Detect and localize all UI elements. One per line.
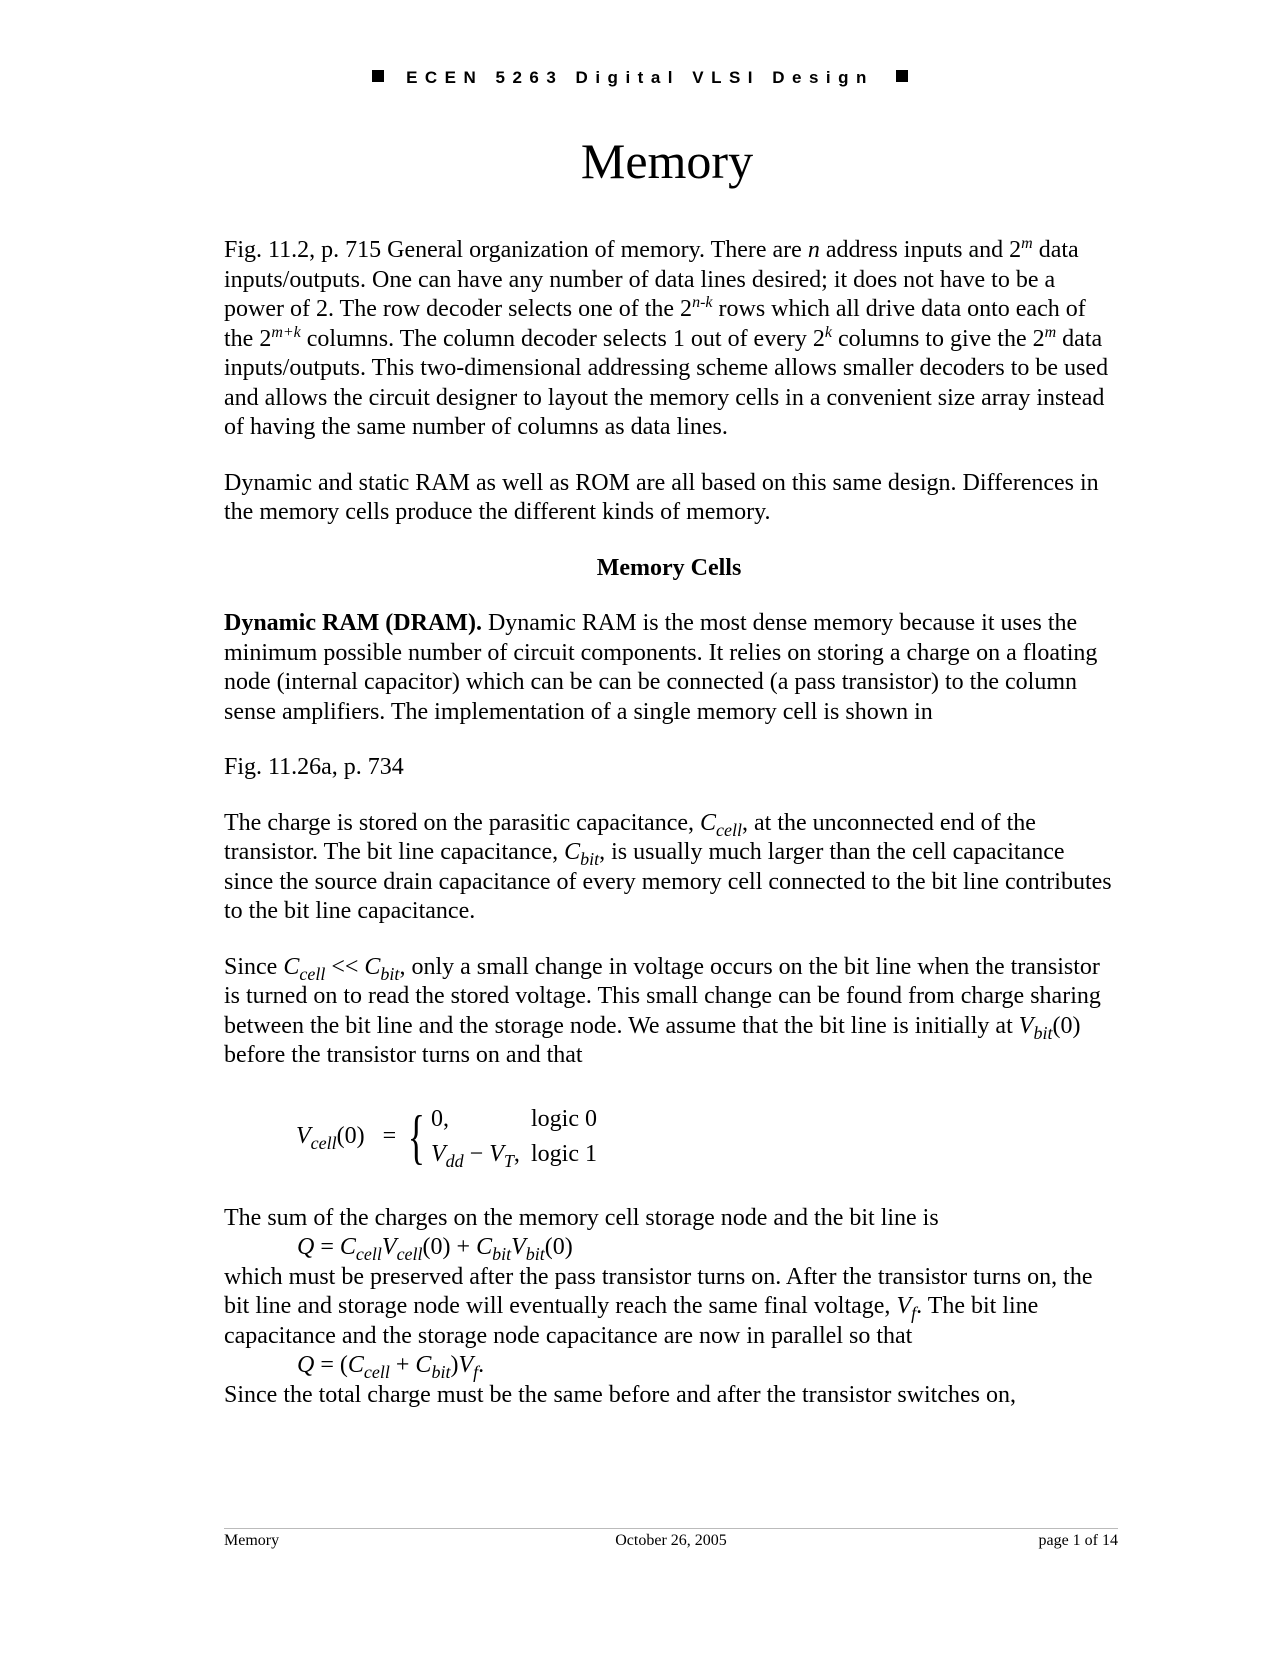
case-condition-1: logic 1 [531,1141,597,1167]
footer-divider [224,1528,1118,1529]
footer-date: October 26, 2005 [615,1532,727,1549]
page-footer [224,1532,1118,1556]
paragraph-capacitance: The charge is stored on the parasitic capacitance, $C_{cell}$, at the unconnected end of the transistor. The bit line capacitance, $C_{bit}$, is usually much larger than the cell capacitance since the source drain capacitance of every memory cell connected to the bit line contributes to the bit line capacitance. [224,809,1112,924]
case-value-1: $V_{dd} - V_T$, [431,1141,520,1171]
footer-page-number: page 1 of 14 [1038,1532,1118,1549]
square-bullet-icon [372,70,384,82]
square-bullet-icon [896,70,908,82]
paragraph-dram: Dynamic RAM (DRAM). Dynamic RAM is the most dense memory because it uses the minimum possible number of circuit components. It relies on storing a charge on a floating node (internal capacitor) which can be can be connected (a pass transistor) to the column sense amplifiers. The implementation of a single memory cell is shown in [224,610,1098,725]
paragraph-charge-sum: The sum of the charges on the memory cell storage node and the bit line is [224,1204,939,1231]
piecewise-cases [431,1105,597,1170]
section-heading: Memory Cells [596,554,742,581]
case-value-0: 0, [431,1105,449,1132]
header-text: ECEN 5263 Digital VLSI Design [406,68,874,87]
paragraph-figure-ref: Fig. 11.26a, p. 734 [224,754,404,780]
case-condition-0: logic 0 [531,1105,597,1132]
page-title: Memory [580,133,754,189]
paragraph-preserved: which must be preserved after the pass transistor turns on. After the transistor turns on, the bit line and storage node will eventually reach the same final voltage, $V_f$. The bit line capacitance and the storage node capacitance are now in parallel so that [224,1263,1093,1349]
paragraph-ram-rom: Dynamic and static RAM as well as ROM are all based on this same design. Differences in the memory cells produce the different kinds of memory. [224,469,1099,525]
equation-charge-initial: $Q = C_{cell}V_{cell}(0) + C_{bit}V_{bit}(0)$ [297,1234,573,1264]
footer-left: Memory [224,1532,280,1549]
equation-lhs: $V_{cell}(0)$ [296,1123,365,1154]
document-body [224,236,1114,1410]
left-brace-icon: { [407,1104,426,1170]
paragraph-organization: Fig. 11.2, p. 715 General organization of memory. There are n address inputs and 2$^m$ data inputs/outputs. One can have any number of data lines desired; it does not have to be a power of 2. The row decoder selects one of the 2$^{n-k}$ rows which all drive data onto each of the $2^{m+k}$ columns. The column decoder selects 1 out of every 2$^k$ columns to give the 2$^m$ data inputs/outputs. This two-dimensional addressing scheme allows smaller decoders to be used and allows the circuit designer to layout the memory cells in a convenient size array instead of having the same number of columns as data lines. [224,235,1109,440]
paragraph-total-charge: Since the total charge must be the same before and after the transistor switches on, [224,1381,1016,1408]
piecewise-equation [296,1105,1114,1170]
paragraph-charge-sharing: Since $C_{cell} << C_{bit}$, only a small change in voltage occurs on the bit line when the transistor is turned on to read the stored voltage. This small change can be found from charge sharing between the bit line and the storage node. We assume that the bit line is initially at $V_{bit}(0)$ before the transistor turns on and that [224,953,1101,1068]
equals-sign: = [382,1123,397,1150]
running-header [0,68,1280,88]
equation-charge-final: $Q = (C_{cell} + C_{bit})V_f$. [297,1352,485,1382]
